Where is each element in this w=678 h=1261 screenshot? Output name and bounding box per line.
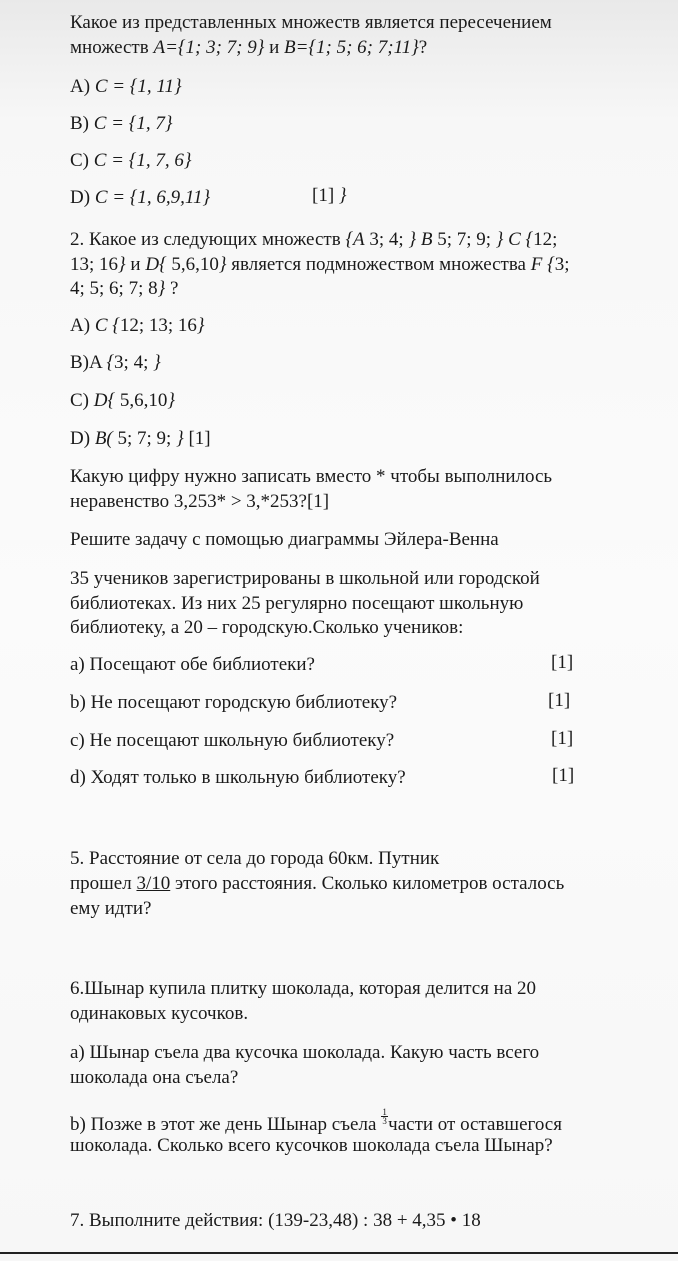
q2-option-a: A) C {12; 13; 16} [70,315,205,336]
q3-line1: Какую цифру нужно записать вместо * чтобы выполнилось [70,466,553,487]
q5-line1: 5. Расстояние от села до города 60км. Путник [70,848,440,869]
bottom-border [0,1252,678,1254]
q6-b-fraction: $\frac{1}{3}$ [382,1107,387,1126]
q1-option-b: B) C = {1, 7} [70,113,173,134]
q4-item-d-mark: [1] [552,765,575,786]
q1-mark: [1] } [312,185,347,206]
q6-line2: одинаковых кусочков. [70,1003,249,1024]
q6-a-line2: шоколада она съела? [70,1067,239,1088]
q1-line1: Какое из представленных множеств является пересечением [70,12,552,33]
q1-option-a: A) C = {1, 11} [70,76,182,97]
q4-line2: библиотеках. Из них 25 регулярно посещают школьную [70,593,524,614]
q6-a-line1: a) Шынар съела два кусочка шоколада. Какую часть всего [70,1042,540,1063]
q6-b-line1: b) Позже в этот же день Шынар съела $\frac{1}{3}$ части от оставшегося [70,1107,562,1135]
q4-item-b: b) Не посещают городскую библиотеку? [70,692,398,713]
q1-option-c: C) C = {1, 7, 6} [70,150,192,171]
q4-item-d: d) Ходят только в школьную библиотеку? [70,767,406,788]
q2-option-d: D) B( 5; 7; 9; } [1] [70,428,211,449]
q3-line2: неравенство 3,253* > 3,*253?[1] [70,491,330,512]
q1-line2: множеств A={1; 3; 7; 9} и B={1; 5; 6; 7;11}? [70,37,428,58]
q4-item-a: a) Посещают обе библиотеки? [70,654,315,675]
q6-line1: 6.Шынар купила плитку шоколада, которая делится на 20 [70,978,537,999]
q6-b-line2: шоколада. Сколько всего кусочков шоколада съела Шынар? [70,1135,553,1156]
q4-line3: библиотеку, а 20 – городскую.Сколько учеников: [70,617,464,638]
q4-line1: 35 учеников зарегистрированы в школьной или городской [70,568,540,589]
q5-line3: ему идти? [70,898,152,919]
q4-item-a-mark: [1] [551,652,574,673]
q2-option-c: C) D{ 5,6,10} [70,390,175,411]
q4-item-c-mark: [1] [551,728,574,749]
q4-item-c: c) Не посещают школьную библиотеку? [70,730,395,751]
q4-heading: Решите задачу с помощью диаграммы Эйлера-Венна [70,529,499,550]
q4-item-b-mark: [1] [548,690,571,711]
q1-option-d: D) C = {1, 6,9,11} [70,187,211,208]
q7-text: 7. Выполните действия: (139-23,48) : 38 + 4,35 • 18 [70,1210,481,1231]
q2-option-b: B)A {3; 4; } [70,352,161,373]
q2-line1: 2. Какое из следующих множеств {A 3; 4; } B 5; 7; 9; } C {12; [70,229,558,250]
q2-line3: 4; 5; 6; 7; 8} ? [70,278,179,299]
q5-line2: прошел 3/10 этого расстояния. Сколько километров осталось [70,873,565,894]
q5-fraction: 3/10 [136,873,171,894]
q2-line2: 13; 16} и D{ 5,6,10} является подмножеством множества F {3; [70,254,570,275]
